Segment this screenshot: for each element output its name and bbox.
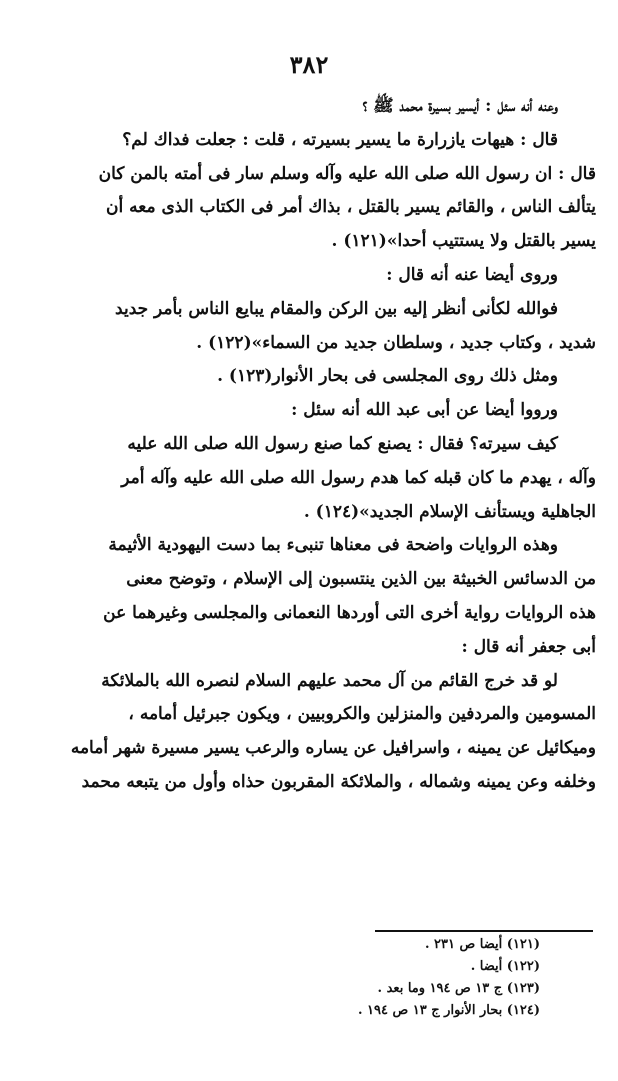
text-line: وآله ، يهدم ما كان قبله كما هدم رسول الله صلى الله عليه وآله أمر	[121, 467, 596, 488]
text-line: وخلفه وعن يمينه وشماله ، والملائكة المقربون حذاه وأول من يتبعه محمد	[81, 771, 596, 792]
text-line: وهذه الروايات واضحة فى معناها تنبىء بما دست اليهودية الأثيمة	[108, 535, 558, 556]
text-line: كيف سيرته؟ فقال : يصنع كما صنع رسول الله صلى الله عليه	[127, 433, 558, 454]
footnote: (١٢١) أيضا ص ٢٣١ .	[424, 937, 540, 952]
footnote: (١٢٤) بحار الأنوار ج ١٣ ص ١٩٤ .	[357, 1003, 540, 1018]
text-line: وروى أيضا عنه أنه قال :	[386, 264, 558, 285]
footnote: (١٢٣) ج ١٣ ص ١٩٤ وما بعد .	[377, 981, 540, 996]
footnotes	[260, 934, 540, 1022]
text-line: وميكائيل عن يمينه ، واسرافيل عن يساره والرعب يسير مسيرة شهر أمامه	[70, 738, 596, 759]
text-line: قال : ان رسول الله صلى الله عليه وآله وسلم سار فى أمته بالمن كان	[98, 163, 596, 184]
text-line: المسومين والمردفين والمنزلين والكروبيين ، ويكون جبرئيل أمامه ،	[128, 704, 596, 725]
text-line: هذه الروايات رواية أخرى التى أوردها النعمانى والمجلسى وغيرهما عن	[103, 602, 596, 623]
page-number: ٣٨٢	[289, 50, 329, 79]
footnote: (١٢٢) أيضا .	[470, 959, 540, 974]
text-line: فوالله لكأنى أنظر إليه بين الركن والمقام يبايع الناس بأمر جديد	[115, 298, 558, 319]
text-line: قال : هيهات يازرارة ما يسير بسيرته ، قلت : جعلت فداك لم؟	[122, 129, 558, 150]
text-line: شديد ، وكتاب جديد ، وسلطان جديد من السماء»(١٢٢) .	[196, 332, 596, 353]
text-line: ومثل ذلك روى المجلسى فى بحار الأنوار(١٢٣) .	[217, 366, 558, 387]
footnote-separator	[375, 930, 593, 932]
text-line: الجاهلية ويستأنف الإسلام الجديد»(١٢٤) .	[303, 501, 596, 522]
text-line: وعنه أنه سئل : أيسير بسيرة محمد ﷺ ؟	[362, 96, 558, 116]
text-line: ورووا أيضا عن أبى عبد الله أنه سئل :	[291, 400, 558, 421]
text-line: لو قد خرج القائم من آل محمد عليهم السلام لنصره الله بالملائكة	[101, 670, 558, 691]
text-line: يتألف الناس ، والقائم يسير بالقتل ، بذاك أمر فى الكتاب الذى معه أن	[106, 197, 596, 218]
text-line: أبى جعفر أنه قال :	[461, 636, 596, 657]
text-line: يسير بالقتل ولا يستتيب أحدا»(١٢١) .	[331, 231, 596, 252]
text-line: من الدسائس الخبيثة بين الذين ينتسبون إلى الإسلام ، وتوضح معنى	[126, 569, 596, 590]
body-text	[30, 90, 596, 800]
